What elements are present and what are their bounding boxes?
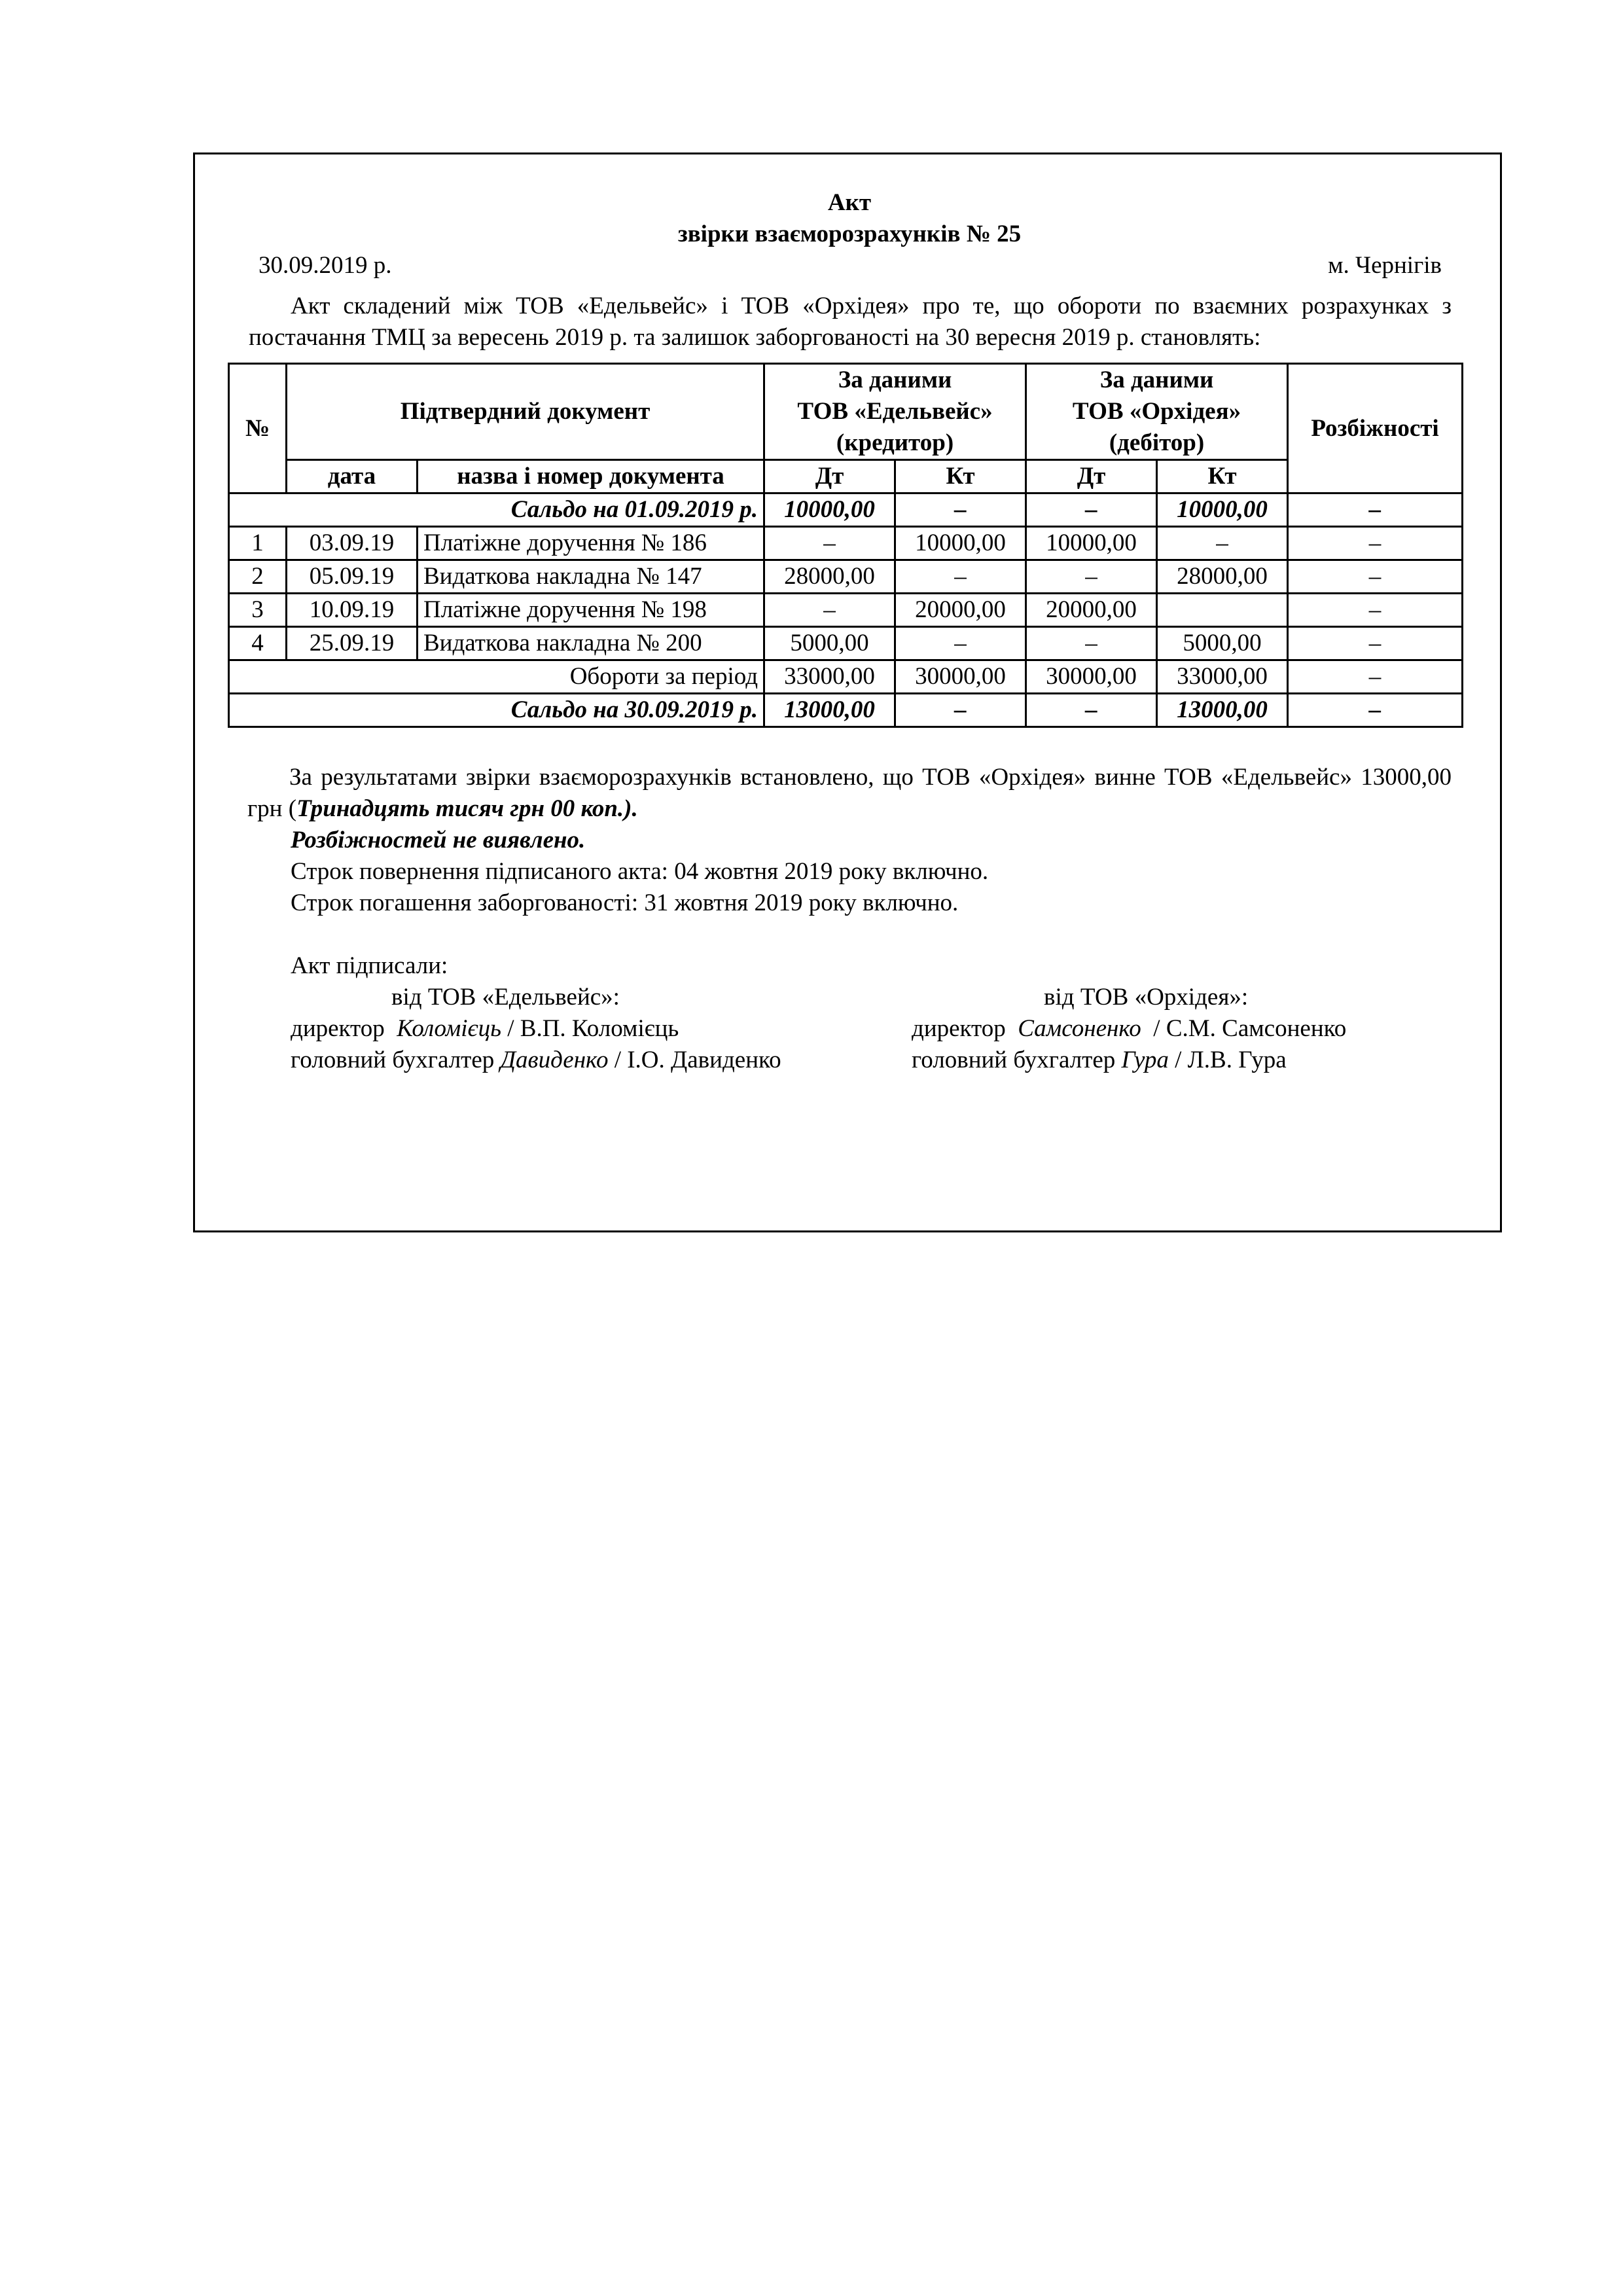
row-edel-kt: – (895, 627, 1026, 660)
opening-balance-row (229, 493, 1463, 527)
no-discrepancy-note: Розбіжностей не виявлено. (291, 827, 586, 853)
header-discrepancy: Розбіжності (1288, 364, 1463, 493)
row-orch-kt: – (1157, 527, 1288, 560)
title-line-1: Акт (827, 189, 872, 216)
closing-label: Сальдо на 30.09.2019 р. (229, 694, 764, 727)
turnover-diff: – (1288, 660, 1463, 694)
opening-orch-kt: 10000,00 (1157, 493, 1288, 527)
right-accountant-name: / Л.В. Гура (1175, 1047, 1287, 1073)
closing-orch-dt: – (1026, 694, 1157, 727)
closing-balance-row (229, 694, 1463, 727)
header-row-2 (229, 460, 1463, 493)
row-edel-kt: – (895, 560, 1026, 594)
left-accountant (247, 1045, 912, 1076)
row-no: 3 (229, 594, 287, 627)
turnover-edel-kt: 30000,00 (895, 660, 1026, 694)
signatures-director-row (247, 1013, 1452, 1045)
opening-label: Сальдо на 01.09.2019 р. (229, 493, 764, 527)
row-doc-text: Платіжне доручення № 198 (423, 596, 707, 623)
row-orch-kt: 5000,00 (1157, 627, 1288, 660)
opening-edel-dt: 10000,00 (764, 493, 895, 527)
table-row (229, 560, 1463, 594)
turnover-orch-dt: 30000,00 (1026, 660, 1157, 694)
row-orch-kt (1157, 594, 1288, 627)
left-director (247, 1013, 912, 1045)
signatures-company-row (247, 982, 1452, 1013)
closing-edel-dt: 13000,00 (764, 694, 895, 727)
opening-edel-kt: – (895, 493, 1026, 527)
turnover-edel-dt: 33000,00 (764, 660, 895, 694)
header-edel-dt: Дт (764, 460, 895, 493)
left-director-title: директор (291, 1015, 385, 1042)
turnover-row (229, 660, 1463, 694)
row-doc (418, 594, 764, 627)
right-company: від ТОВ «Орхідея»: (1044, 984, 1249, 1011)
title-line-2: звірки взаєморозрахунків № 25 (677, 221, 1022, 247)
row-no: 2 (229, 560, 287, 594)
row-diff: – (1288, 594, 1463, 627)
reconciliation-table (228, 363, 1463, 728)
header-document: Підтвердний документ (287, 364, 764, 460)
row-diff: – (1288, 627, 1463, 660)
row-diff: – (1288, 560, 1463, 594)
right-accountant (912, 1045, 1452, 1076)
row-orch-kt: 28000,00 (1157, 560, 1288, 594)
header-orch-kt: Кт (1157, 460, 1288, 493)
left-director-name: / В.П. Коломієць (507, 1015, 679, 1042)
right-director (912, 1013, 1452, 1045)
left-director-signature: Коломієць (397, 1015, 501, 1042)
row-edel-dt: 28000,00 (764, 560, 895, 594)
opening-diff: – (1288, 493, 1463, 527)
header-edel-kt: Кт (895, 460, 1026, 493)
row-no: 4 (229, 627, 287, 660)
row-edel-dt: 5000,00 (764, 627, 895, 660)
header-date: дата (287, 460, 418, 493)
row-edel-dt: – (764, 594, 895, 627)
result-amount-words: Тринадцять тисяч грн 00 коп.). (296, 795, 638, 822)
row-doc: Видаткова накладна № 147 (418, 560, 764, 594)
return-term: Строк повернення підписаного акта: 04 жовтня 2019 року включно. (291, 858, 989, 885)
signatures-heading: Акт підписали: (291, 952, 448, 979)
row-date: 10.09.19 (287, 594, 418, 627)
row-orch-dt: – (1026, 627, 1157, 660)
header-orchidea-line2: ТОВ «Орхідея» (1072, 398, 1241, 425)
result-paragraph (247, 762, 1452, 825)
date-city-row (247, 250, 1452, 281)
right-accountant-title: головний бухгалтер (912, 1047, 1116, 1073)
row-date: 25.09.19 (287, 627, 418, 660)
document-content (247, 187, 1452, 1076)
closing-orch-kt: 13000,00 (1157, 694, 1288, 727)
table-row (229, 627, 1463, 660)
left-accountant-signature: Давиденко (500, 1047, 609, 1073)
left-company: від ТОВ «Едельвейс»: (391, 984, 620, 1011)
left-accountant-title: головний бухгалтер (291, 1047, 495, 1073)
row-date: 03.09.19 (287, 527, 418, 560)
header-row-1 (229, 364, 1463, 460)
row-diff: – (1288, 527, 1463, 560)
right-accountant-signature: Гура (1121, 1047, 1169, 1073)
header-edelweiss-line3: (кредитор) (836, 429, 954, 456)
header-no: № (229, 364, 287, 493)
row-no: 1 (229, 527, 287, 560)
row-orch-dt: 10000,00 (1026, 527, 1157, 560)
right-director-signature: Самсоненко (1018, 1015, 1141, 1042)
intro-paragraph: Акт складений між ТОВ «Едельвейс» і ТОВ «Орхідея» про те, що обороти по взаємних розрахунках з постачання ТМЦ за вересень 2019 р. та залишок заборгованості на 30 вересня 2019 р. становлять: (249, 293, 1452, 351)
result-text: За результатами звірки взаєморозрахунків встановлено, що ТОВ «Орхідея» винне ТОВ «Едельвейс» 13000,00 грн ( (247, 764, 1452, 822)
table-row (229, 594, 1463, 627)
opening-orch-dt: – (1026, 493, 1157, 527)
closing-diff: – (1288, 694, 1463, 727)
doc-date: 30.09.2019 р. (259, 252, 392, 279)
header-edelweiss-line2: ТОВ «Едельвейс» (797, 398, 993, 425)
header-orch-dt: Дт (1026, 460, 1157, 493)
right-director-title: директор (912, 1015, 1006, 1042)
turnover-orch-kt: 33000,00 (1157, 660, 1288, 694)
header-edelweiss-line1: За даними (838, 367, 952, 393)
row-doc: Видаткова накладна № 200 (418, 627, 764, 660)
row-orch-dt: 20000,00 (1026, 594, 1157, 627)
header-edelweiss (764, 364, 1026, 460)
row-edel-dt: – (764, 527, 895, 560)
row-date: 05.09.19 (287, 560, 418, 594)
row-doc-text: Платіжне доручення № 186 (423, 529, 707, 556)
header-orchidea-line3: (дебітор) (1109, 429, 1205, 456)
left-accountant-name: / І.О. Давиденко (614, 1047, 781, 1073)
closing-edel-kt: – (895, 694, 1026, 727)
header-docname: назва і номер документа (418, 460, 764, 493)
turnover-label: Обороти за період (229, 660, 764, 694)
document-frame (193, 152, 1502, 1232)
header-orchidea (1026, 364, 1288, 460)
row-edel-kt: 20000,00 (895, 594, 1026, 627)
doc-city: м. Чернігів (1328, 252, 1442, 279)
debt-term: Строк погашення заборгованості: 31 жовтня 2019 року включно. (291, 889, 959, 916)
row-orch-dt: – (1026, 560, 1157, 594)
row-doc (418, 527, 764, 560)
doc-title (247, 187, 1452, 250)
table-row (229, 527, 1463, 560)
row-edel-kt: 10000,00 (895, 527, 1026, 560)
right-director-name: / С.М. Самсоненко (1153, 1015, 1347, 1042)
signatures-accountant-row (247, 1045, 1452, 1076)
header-orchidea-line1: За даними (1099, 367, 1214, 393)
